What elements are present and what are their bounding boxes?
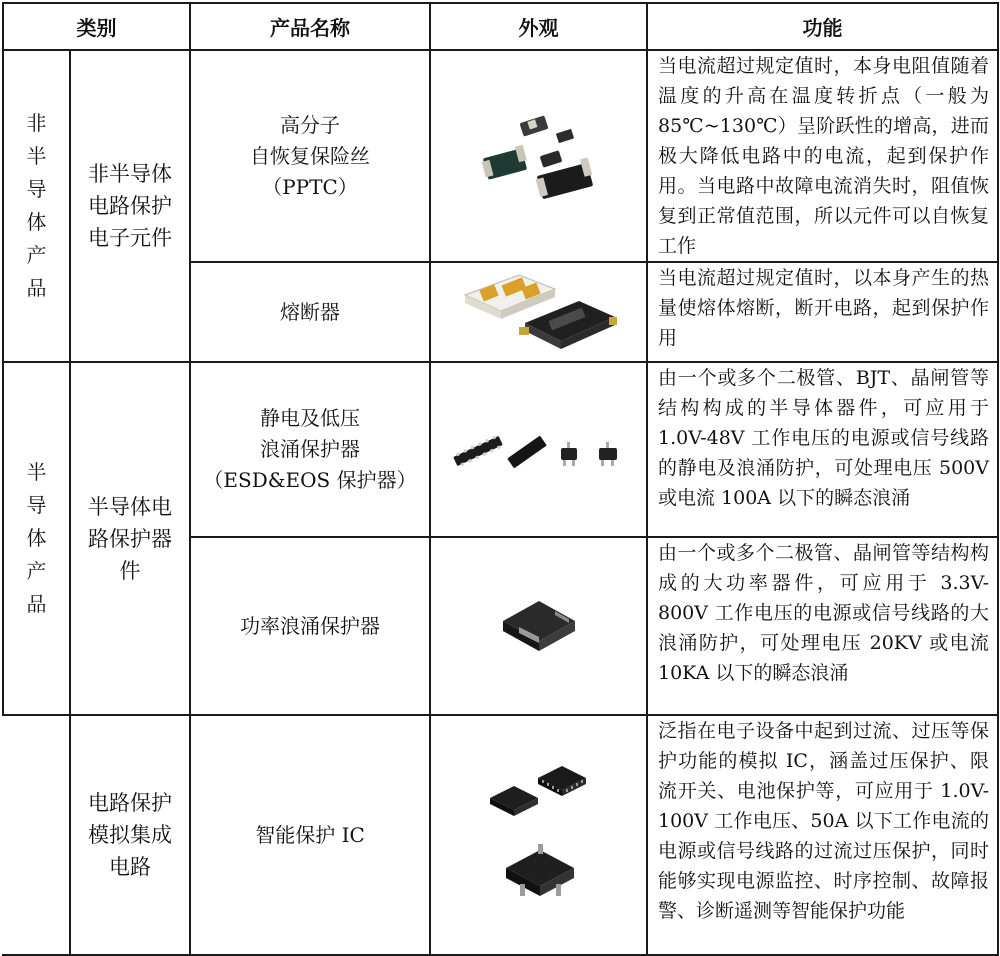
product-name-line: 智能保护 IC	[255, 822, 365, 847]
product-name-line: 浪涌保护器	[259, 437, 360, 461]
function-fuse: 当电流超过规定值时，以本身产生的热量使熔体熔断，断开电路，起到保护作用	[647, 262, 998, 362]
table-header-row	[3, 3, 998, 50]
group-non-semiconductor: 非半导体产品	[3, 50, 70, 362]
function-power-surge: 由一个或多个二极管、晶闸管等结构构成的大功率器件，可应用于 3.3V-800V 工作电压的电源或信号线路的大浪涌防护，可处理电压 20KV 或电流 10KA 以下的瞬态浪涌	[647, 537, 998, 715]
product-name-smart-ic	[190, 715, 430, 955]
appearance-pptc	[430, 50, 647, 262]
group-semiconductor: 半导体产品	[3, 362, 70, 715]
function-smart-ic: 泛指在电子设备中起到过流、过压等保护功能的模拟 IC，涵盖过压保护、限流开关、电池保护等，可应用于 1.0V-100V 工作电压、50A 以下工作电流的电源或信号线路的过流过压保护，同时能够实现电源监控、时序控制、故障报警、诊断遥测等智能保护功能	[647, 715, 998, 955]
appearance-smart-ic	[430, 715, 647, 955]
group-empty-cell	[3, 715, 70, 955]
product-name-esd	[190, 362, 430, 537]
product-name-line: 熔断器	[280, 299, 340, 324]
appearance-fuse	[430, 262, 647, 362]
product-name-line: 高分子	[280, 112, 340, 137]
header-function: 功能	[647, 3, 998, 50]
ic-chips-icon	[484, 760, 594, 910]
subcategory-non-semi-circuit: 非半导体电路保护电子元件	[70, 50, 190, 362]
power-surge-component-icon	[499, 591, 579, 661]
product-name-fuse	[190, 262, 430, 362]
fuse-components-icon	[459, 267, 619, 357]
function-pptc: 当电流超过规定值时，本身电阻值随着温度的升高在温度转折点（一般为 85℃~130℃）呈阶跃性的增高，进而极大降低电路中的电流，起到保护作用。当电路中故障电流消失时，阻值恢复到正常值范围，所以元件可以自恢复工作	[647, 50, 998, 262]
table-row	[3, 362, 998, 537]
header-category: 类别	[3, 3, 190, 50]
appearance-esd	[430, 362, 647, 537]
product-name-power-surge	[190, 537, 430, 715]
header-product-name: 产品名称	[190, 3, 430, 50]
product-name-line: 静电及低压	[259, 406, 360, 430]
product-name-pptc	[190, 50, 430, 262]
table-row	[3, 715, 998, 955]
pptc-components-icon	[479, 111, 599, 201]
function-esd: 由一个或多个二极管、BJT、晶闸管等结构构成的半导体器件，可应用于 1.0V-48V 工作电压的电源或信号线路的静电及浪涌防护，可处理电压 500V 或电流 100A 以下的瞬态浪涌	[647, 362, 998, 537]
appearance-power-surge	[430, 537, 647, 715]
esd-components-icon	[449, 420, 629, 480]
table-row	[3, 50, 998, 262]
protection-products-table	[2, 2, 999, 956]
product-name-line: （ESD&EOS 保护器）	[203, 468, 417, 492]
subcategory-semi-circuit: 半导体电路保护器件	[70, 362, 190, 715]
product-name-line: （PPTC）	[262, 174, 358, 199]
product-name-line: 功率浪涌保护器	[240, 613, 380, 638]
product-name-line: 自恢复保险丝	[250, 143, 370, 168]
header-appearance: 外观	[430, 3, 647, 50]
subcategory-analog-ic: 电路保护模拟集成电路	[70, 715, 190, 955]
